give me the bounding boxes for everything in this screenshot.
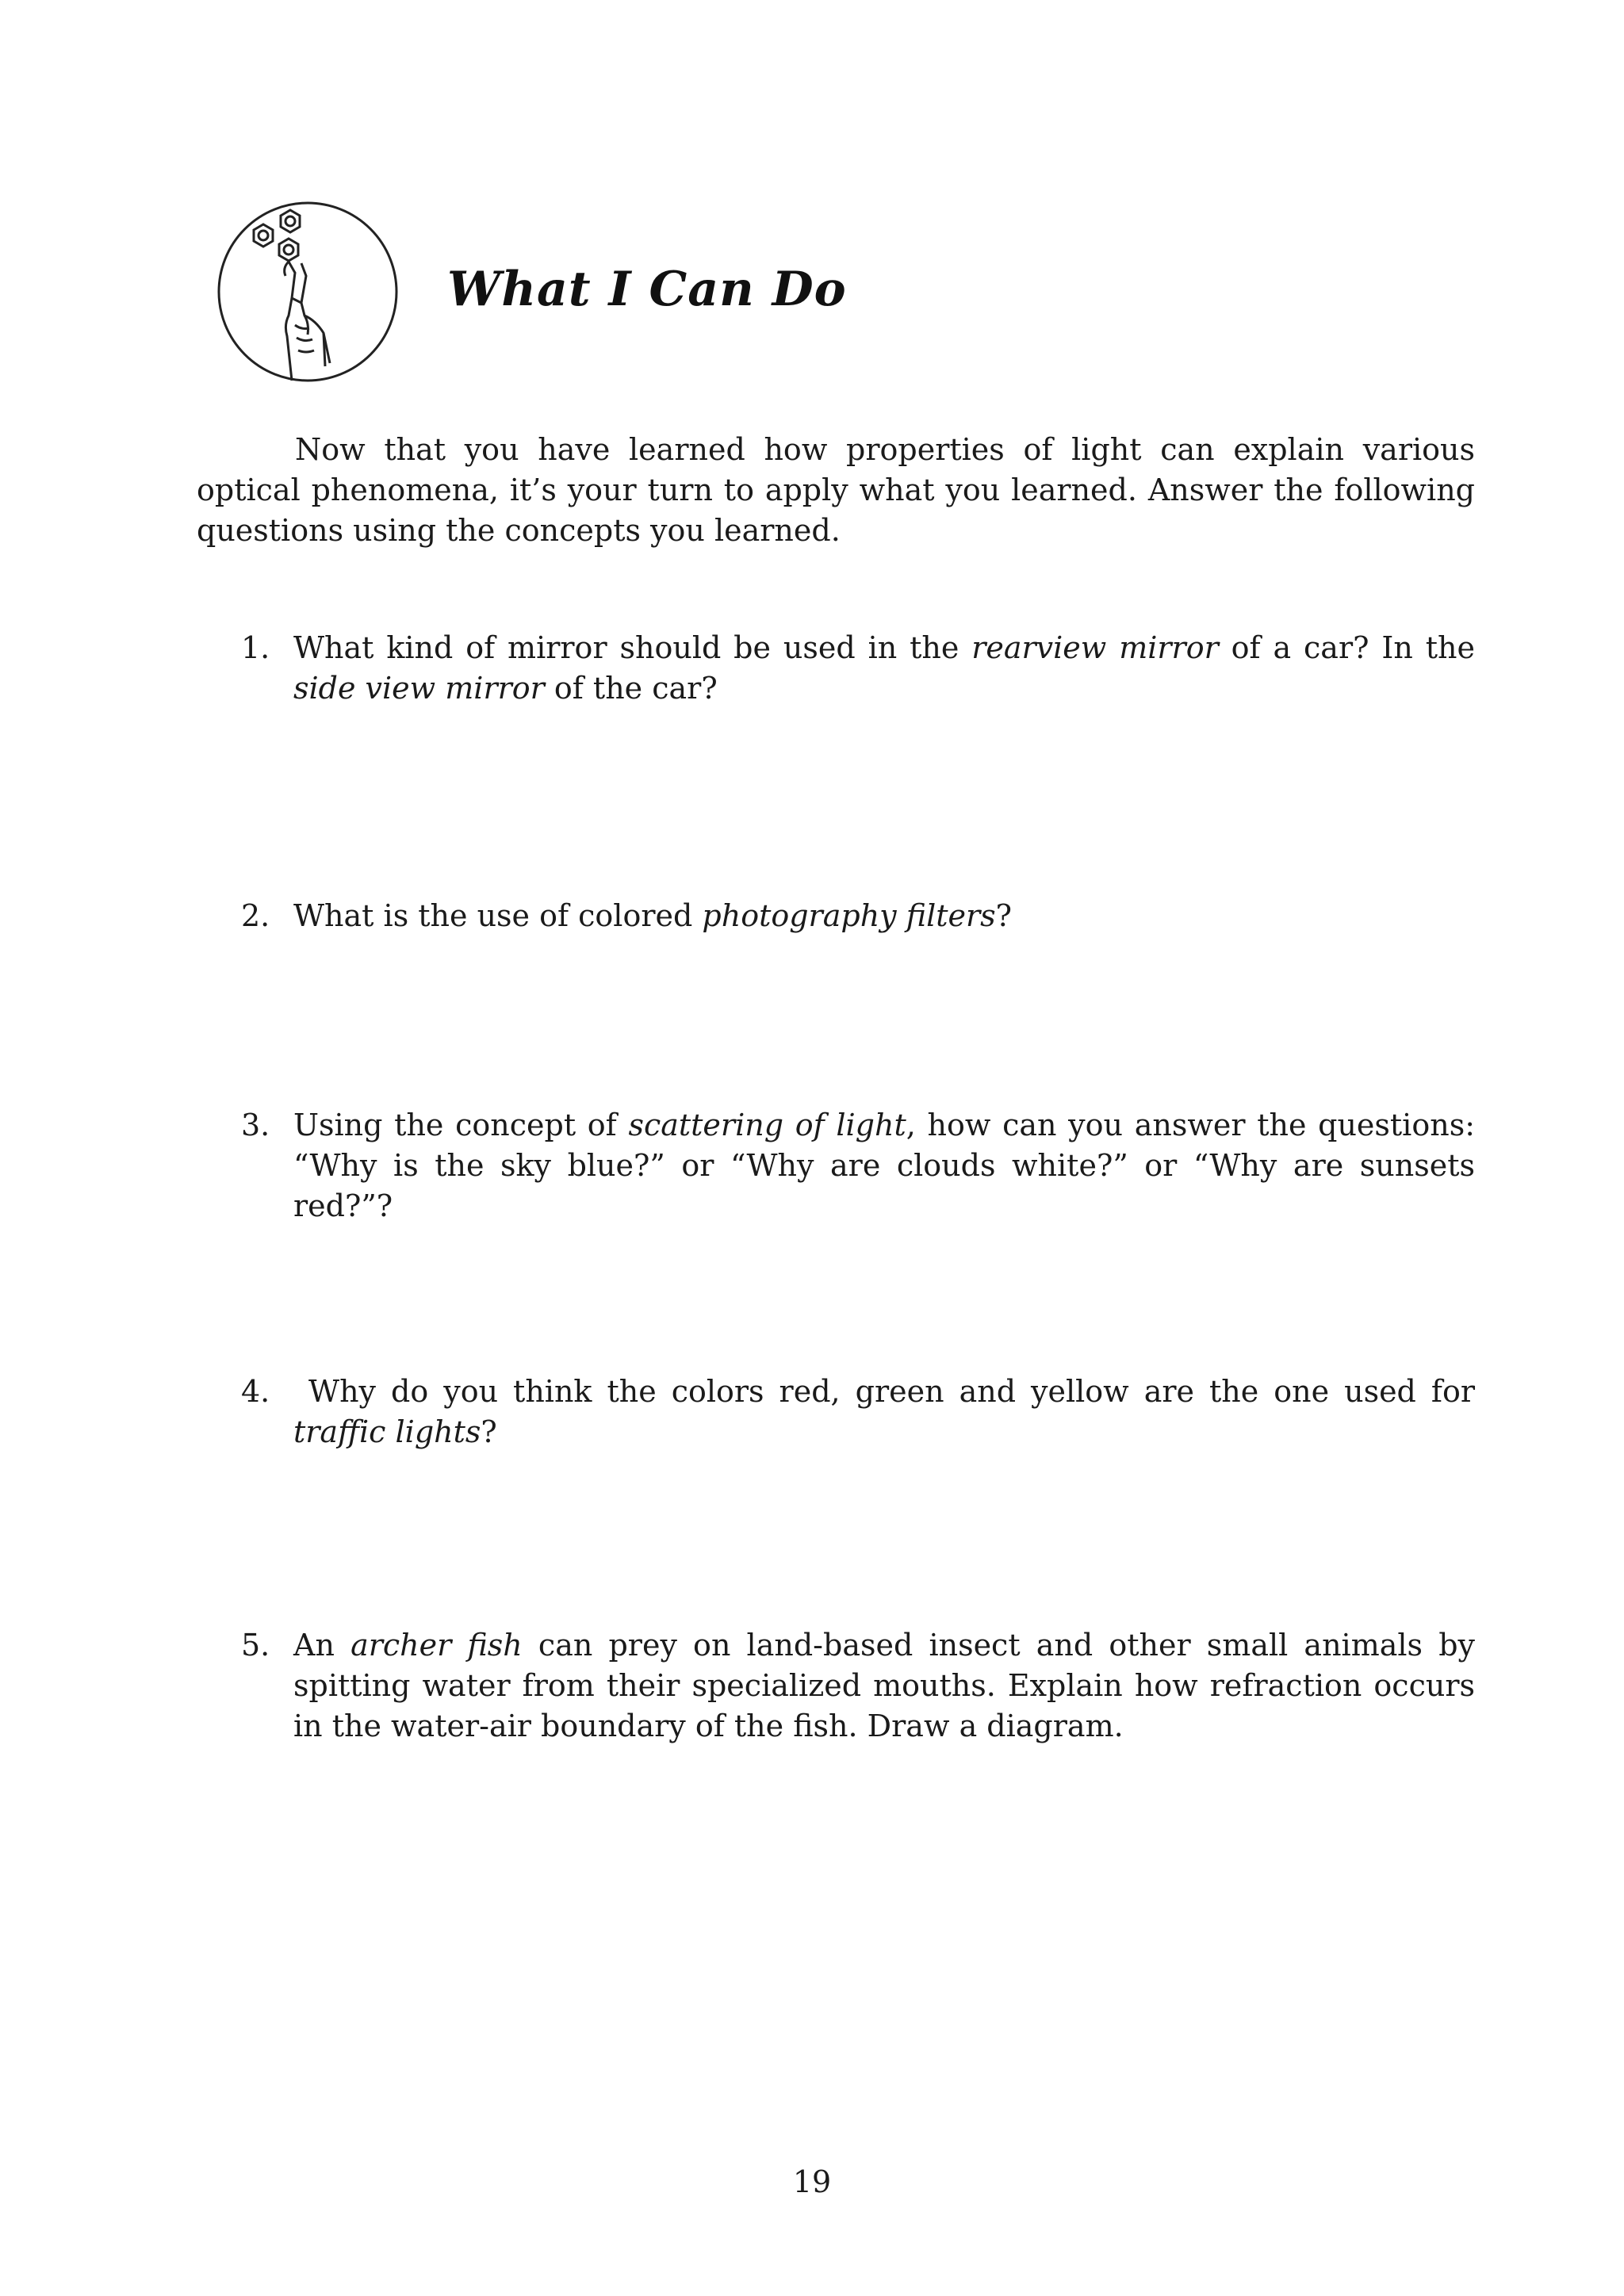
question-number: 1. bbox=[241, 630, 270, 665]
question-2 bbox=[241, 896, 1475, 936]
question-text: What is the use of colored photography filters? bbox=[293, 898, 1013, 933]
section-title: What I Can Do bbox=[447, 262, 847, 317]
emphasis-rearview-mirror: rearview mirror bbox=[971, 630, 1219, 665]
question-4 bbox=[241, 1372, 1475, 1452]
question-number: 3. bbox=[241, 1108, 270, 1142]
question-number: 4. bbox=[241, 1374, 270, 1409]
question-text: An archer fish can prey on land-based insect and other small animals by spitting water from their specialized mouths. Explain how refraction occurs in the water-air boundary of the fish. Draw a diagram. bbox=[293, 1628, 1475, 1743]
question-1 bbox=[241, 628, 1475, 709]
emphasis-side-view-mirror: side view mirror bbox=[293, 671, 545, 706]
hand-with-wrench-icon bbox=[213, 197, 403, 387]
question-3 bbox=[241, 1105, 1475, 1226]
question-number: 5. bbox=[241, 1628, 270, 1663]
question-text: What kind of mirror should be used in the rearview mirror of a car? In the side view mirror of the car? bbox=[293, 630, 1475, 706]
emphasis-photography-filters: photography filters bbox=[702, 898, 996, 933]
emphasis-traffic-lights: traffic lights bbox=[293, 1414, 481, 1449]
question-text: Using the concept of scattering of light, how can you answer the questions: “Why is the sky blue?” or “Why are clouds white?” or “Why are sunsets red?”? bbox=[293, 1108, 1475, 1223]
emphasis-archer-fish: archer fish bbox=[350, 1628, 523, 1663]
intro-paragraph: Now that you have learned how properties of light can explain various optical phenomena, it’s your turn to apply what you learned. Answer the following questions using the concepts you learned. bbox=[197, 432, 1475, 548]
emphasis-scattering-of-light: scattering of light bbox=[628, 1108, 906, 1142]
question-5 bbox=[241, 1625, 1475, 1747]
page-number: 19 bbox=[792, 2164, 832, 2199]
question-text: Why do you think the colors red, green and yellow are the one used for traffic lights? bbox=[293, 1374, 1475, 1449]
question-number: 2. bbox=[241, 898, 270, 933]
